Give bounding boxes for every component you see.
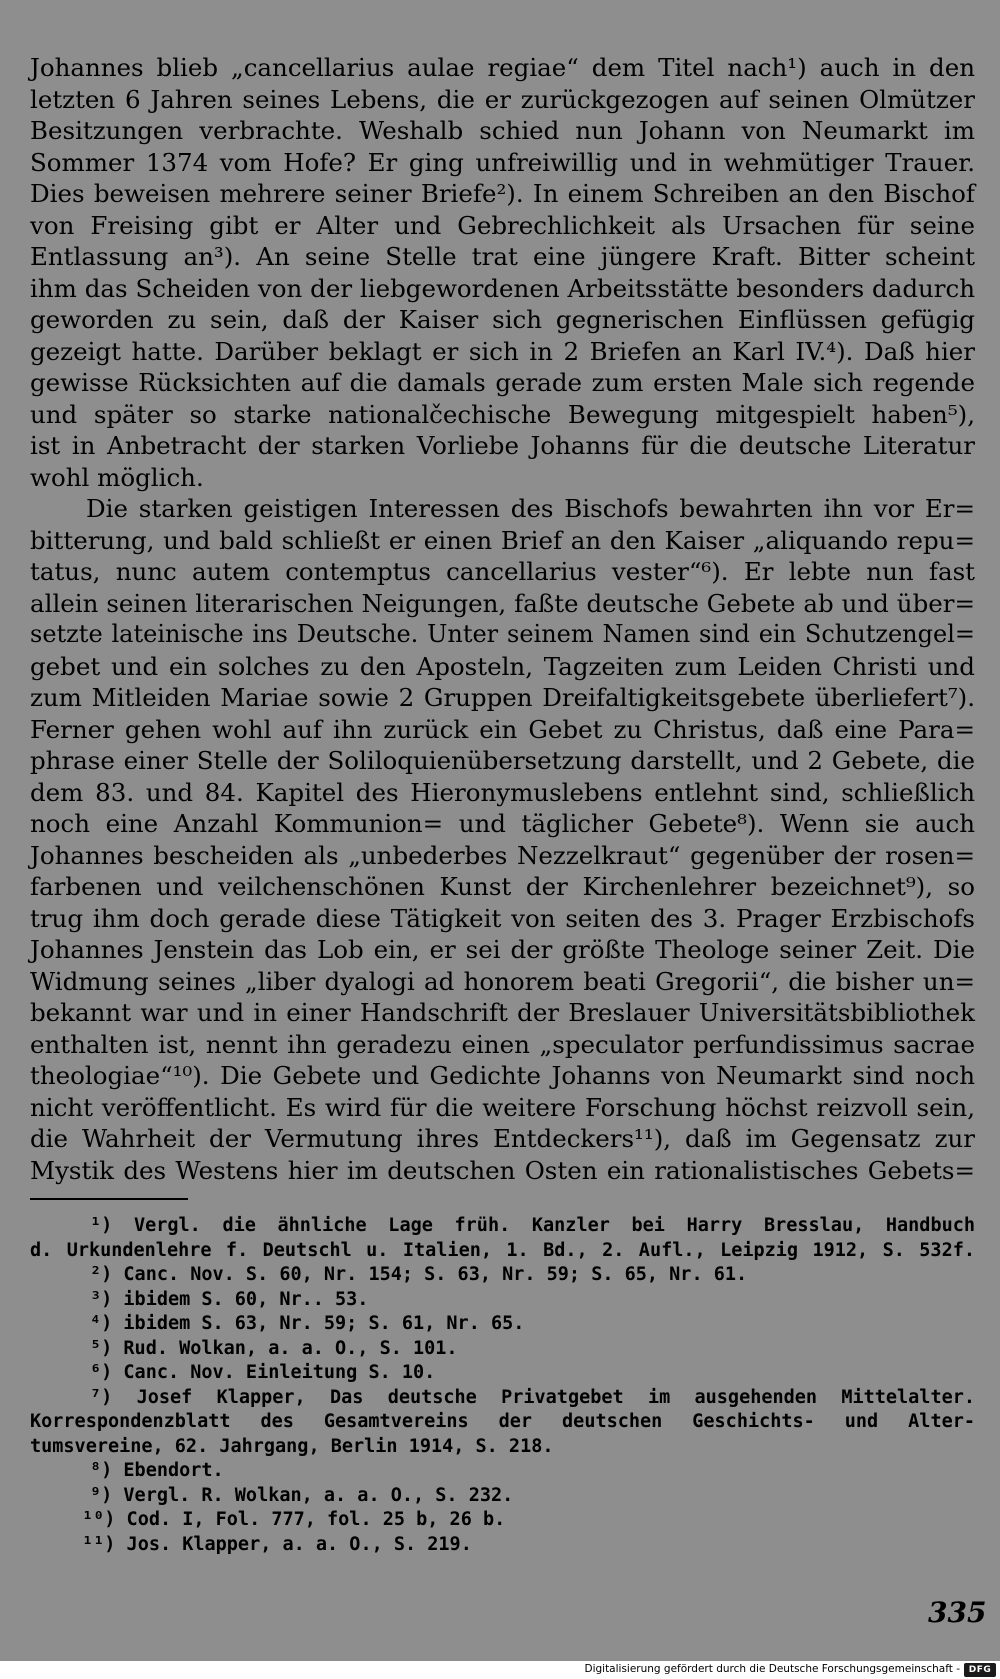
body-line: Sommer 1374 vom Hofe? Er ging unfreiwillig und in wehmütiger Trauer. (30, 147, 975, 177)
footnote-line: ¹⁰) Cod. I, Fol. 777, fol. 25 b, 26 b. (82, 1509, 506, 1530)
body-line: Johannes blieb „cancellarius aulae regiae“ dem Titel nach¹) auch in den (30, 53, 975, 82)
body-line: Johannes Jenstein das Lob ein, er sei der größte Theologe seiner Zeit. Die (30, 935, 975, 964)
body-line: Ferner gehen wohl auf ihn zurück ein Gebet zu Christus, daß eine Para= (30, 714, 975, 744)
footnote-line: ¹) Vergl. die ähnliche Lage früh. Kanzler bei Harry Bresslau, Handbuch (90, 1215, 975, 1236)
footnote-line: ⁶) Canc. Nov. Einleitung S. 10. (90, 1362, 436, 1383)
body-line: Johannes bescheiden als „unbederbes Nezzelkraut“ gegenüber der rosen= (30, 840, 975, 870)
body-line: zum Mitleiden Mariae sowie 2 Gruppen Dreifaltigkeitsgebete überliefert⁷). (30, 683, 975, 712)
footnote-line: Korrespondenzblatt des Gesamtvereins der deutschen Geschichts- und Alter- (30, 1411, 975, 1432)
body-line: und später so starke nationalčechische Bewegung mitgespielt haben⁵), (30, 399, 975, 429)
body-line: trug ihm doch gerade diese Tätigkeit von seiten des 3. Prager Erzbischofs (30, 903, 975, 933)
body-line: Entlassung an³). An seine Stelle trat eine jüngere Kraft. Bitter scheint (30, 242, 975, 271)
footnote-line: d. Urkundenlehre f. Deutschl u. Italien, 1. Bd., 2. Aufl., Leipzig 1912, S. 532f. (30, 1239, 975, 1261)
body-line: enthalten ist, nennt ihn geradezu einen „speculator perfundissimus sacrae (30, 1029, 975, 1059)
footnote-line: ⁸) Ebendort. (90, 1460, 224, 1481)
body-line: nicht veröffentlicht. Es wird für die weitere Forschung höchst reizvoll sein, (30, 1092, 975, 1122)
body-line: bekannt war und in einer Handschrift der Breslauer Universitätsbibliothek (30, 998, 975, 1027)
digitization-credit: Digitalisierung gefördert durch die Deutsche Forschungsgemeinschaft - (584, 1663, 960, 1675)
body-line: letzten 6 Jahren seines Lebens, die er zurückgezogen auf seinen Olmützer (30, 84, 975, 114)
body-line: Besitzungen verbrachte. Weshalb schied nun Johann von Neumarkt im (30, 116, 975, 145)
dfg-logo-icon: DFG (964, 1663, 996, 1677)
body-line: bitterung, und bald schließt er einen Brief an den Kaiser „aliquando repu= (30, 525, 975, 555)
body-line: tatus, nunc autem contemptus cancellarius vester“⁶). Er lebte nun fast (30, 557, 975, 586)
body-line: von Freising gibt er Alter und Gebrechlichkeit als Ursachen für seine (30, 210, 975, 240)
body-line: phrase einer Stelle der Soliloquienübersetzung darstellt, und 2 Gebete, die (30, 746, 975, 775)
body-line: ihm das Scheiden von der liebgewordenen Arbeitsstätte besonders dadurch (30, 273, 975, 303)
body-line: Widmung seines „liber dyalogi ad honorem beati Gregorii“, die bisher un= (30, 966, 975, 996)
footnote-line: tumsvereine, 62. Jahrgang, Berlin 1914, S. 218. (30, 1435, 554, 1457)
body-line: allein seinen literarischen Neigungen, faßte deutsche Gebete ab und über= (30, 588, 975, 618)
body-line: dem 83. und 84. Kapitel des Hieronymuslebens entlehnt sind, schließlich (30, 777, 975, 807)
footnote-line: ¹¹) Jos. Klapper, a. a. O., S. 219. (82, 1533, 472, 1555)
body-line: setzte lateinische ins Deutsche. Unter seinem Namen sind ein Schutzengel= (30, 620, 975, 648)
body-line: theologiae“¹⁰). Die Gebete und Gedichte Johanns von Neumarkt sind noch (30, 1061, 975, 1090)
body-line: Mystik des Westens hier im deutschen Osten ein rationalistisches Gebets= (30, 1155, 975, 1185)
body-line: gebet und ein solches zu den Aposteln, Tagzeiten zum Leiden Christi und (30, 651, 975, 681)
body-line: geworden zu sein, daß der Kaiser sich gegnerischen Einflüssen gefügig (30, 305, 975, 334)
footnote-divider (30, 1198, 188, 1200)
footnote-line: ³) ibidem S. 60, Nr.. 53. (90, 1288, 369, 1310)
footnote-line: ²) Canc. Nov. S. 60, Nr. 154; S. 63, Nr. 59; S. 65, Nr. 61. (90, 1264, 748, 1285)
body-line: Dies beweisen mehrere seiner Briefe²). In einem Schreiben an den Bischof (30, 179, 975, 208)
body-line: gewisse Rücksichten auf die damals gerade zum ersten Male sich regende (30, 368, 975, 397)
footnote-line: ⁵) Rud. Wolkan, a. a. O., S. 101. (90, 1337, 458, 1359)
body-line: farbenen und veilchenschönen Kunst der Kirchenlehrer bezeichnet⁹), so (30, 872, 975, 901)
body-line: ist in Anbetracht der starken Vorliebe Johanns für die deutsche Literatur (30, 431, 975, 460)
footnote-line: ⁴) ibidem S. 63, Nr. 59; S. 61, Nr. 65. (90, 1313, 525, 1334)
footnote-line: ⁹) Vergl. R. Wolkan, a. a. O., S. 232. (90, 1484, 514, 1506)
paragraph-start-line: Die starken geistigen Interessen des Bischofs bewahrten ihn vor Er= (86, 494, 975, 523)
footnote-line: ⁷) Josef Klapper, Das deutsche Privatgebet im ausgehenden Mittelalter. (90, 1386, 975, 1408)
body-line: wohl möglich. (30, 462, 204, 492)
body-line: die Wahrheit der Vermutung ihres Entdeckers¹¹), daß im Gegensatz zur (30, 1124, 975, 1153)
page-number: 335 (928, 1596, 987, 1629)
body-line: gezeigt hatte. Darüber beklagt er sich in 2 Briefen an Karl IV.⁴). Daß hier (30, 336, 975, 366)
body-line: noch eine Anzahl Kommunion= und täglicher Gebete⁸). Wenn sie auch (30, 809, 975, 838)
